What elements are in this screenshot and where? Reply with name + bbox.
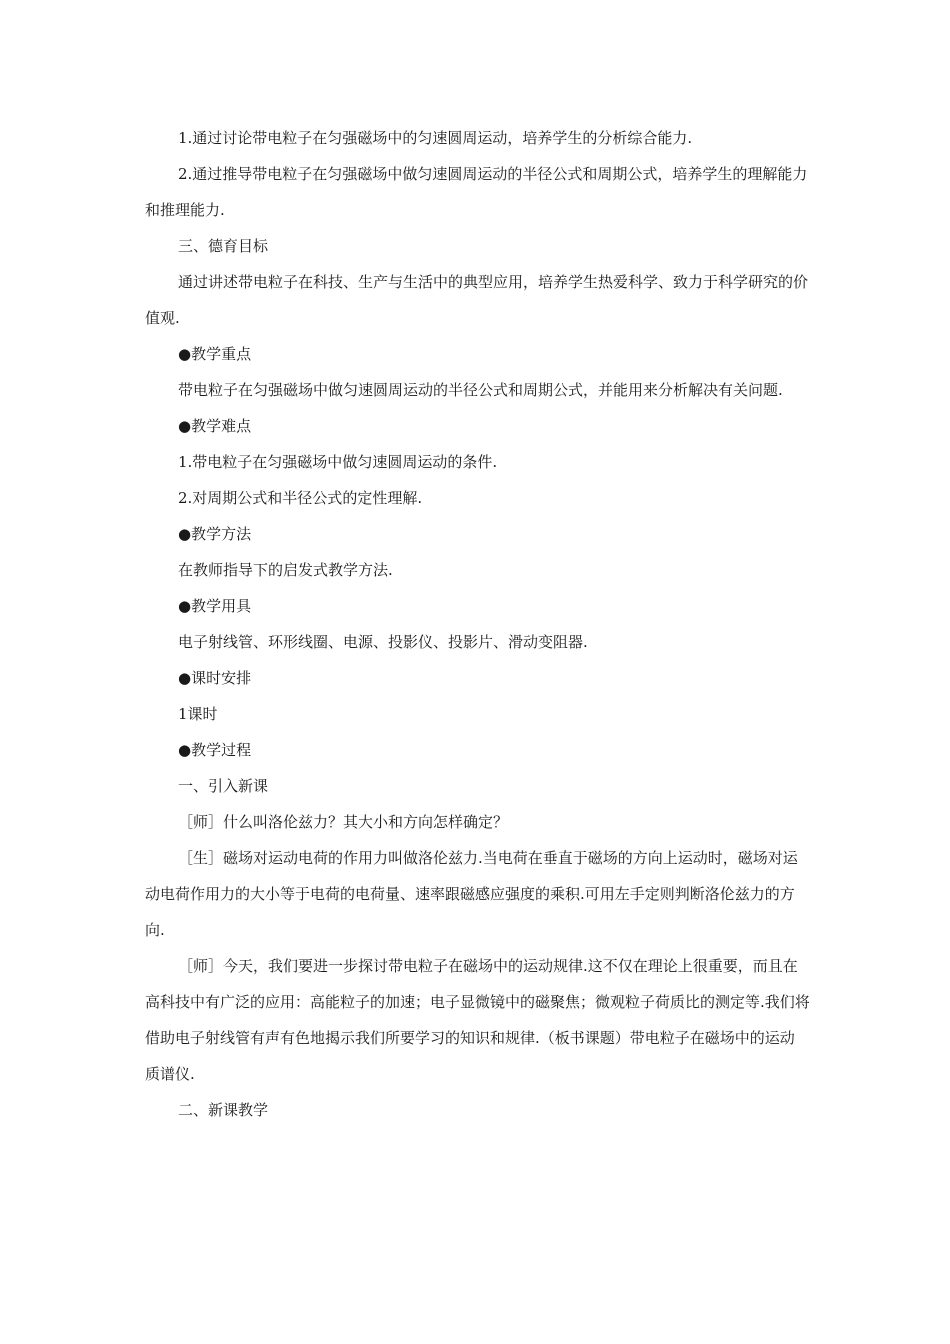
heading-process: ●教学过程 bbox=[178, 741, 252, 759]
heading-tools: ●教学用具 bbox=[178, 597, 252, 615]
key-points-text: 带电粒子在匀强磁场中做匀速圆周运动的半径公式和周期公式，并能用来分析解决有关问题. bbox=[178, 381, 783, 399]
ability-goal-1: 1.通过讨论带电粒子在匀强磁场中的匀速圆周运动，培养学生的分析综合能力. bbox=[178, 129, 693, 147]
tools-text: 电子射线管、环形线圈、电源、投影仪、投影片、滑动变阻器. bbox=[178, 633, 588, 651]
heading-key-points: ●教学重点 bbox=[178, 345, 252, 363]
heading-method: ●教学方法 bbox=[178, 525, 252, 543]
heading-difficulties: ●教学难点 bbox=[178, 417, 252, 435]
heading-schedule: ●课时安排 bbox=[178, 669, 252, 687]
heading-intro: 一、引入新课 bbox=[178, 777, 269, 795]
teacher-intro: ［师］今天，我们要进一步探讨带电粒子在磁场中的运动规律.这不仅在理论上很重要，而且在高科技中有广泛的应用：高能粒子的加速；电子显微镜中的磁聚焦；微观粒子荷质比的测定等.我们将借助电子射线管有声有色地揭示我们所要学习的知识和规律.（板书课题）带电粒子在磁场中的运动 质谱仪. bbox=[145, 957, 810, 1083]
method-text: 在教师指导下的启发式教学方法. bbox=[178, 561, 393, 579]
document-body bbox=[145, 120, 810, 1128]
ability-goal-2: 2.通过推导带电粒子在匀强磁场中做匀速圆周运动的半径公式和周期公式，培养学生的理解能力和推理能力. bbox=[145, 165, 808, 219]
teacher-question: ［师］什么叫洛伦兹力？其大小和方向怎样确定？ bbox=[178, 813, 509, 831]
difficulty-2: 2.对周期公式和半径公式的定性理解. bbox=[178, 489, 423, 507]
student-answer: ［生］磁场对运动电荷的作用力叫做洛伦兹力.当电荷在垂直于磁场的方向上运动时，磁场对运动电荷作用力的大小等于电荷的电荷量、速率跟磁感应强度的乘积.可用左手定则判断洛伦兹力的方向. bbox=[145, 849, 798, 939]
heading-moral-goal: 三、德育目标 bbox=[178, 237, 269, 255]
schedule-text: 1课时 bbox=[178, 705, 218, 723]
moral-goal-text: 通过讲述带电粒子在科技、生产与生活中的典型应用，培养学生热爱科学、致力于科学研究的价值观. bbox=[145, 273, 809, 327]
difficulty-1: 1.带电粒子在匀强磁场中做匀速圆周运动的条件. bbox=[178, 453, 498, 471]
heading-new-lesson: 二、新课教学 bbox=[178, 1101, 269, 1119]
